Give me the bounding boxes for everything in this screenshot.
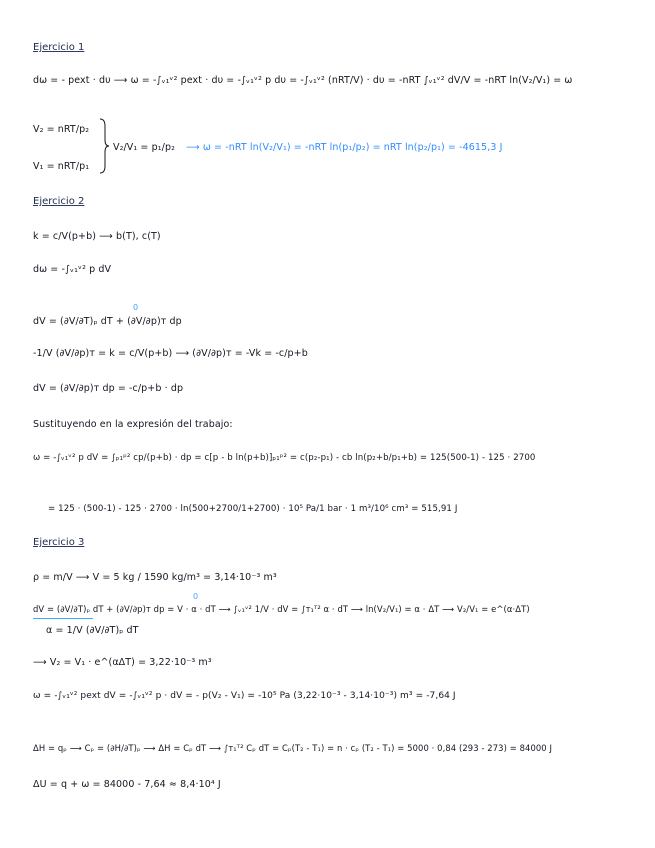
ej3-enthalpy-calculation: ΔH = qₚ ⟶ Cₚ = (∂H/∂T)ₚ ⟶ ΔH = Cₚ dT ⟶ ∫ᴛ₁ᵀ² Cₚ dT = Cₚ(T₂ - T₁) = n · cₚ (T₂ - T₁) = 5000 · 0,84 (293 - 273) = 84000 J bbox=[33, 743, 553, 753]
ej2-zero-mark: 0 bbox=[133, 303, 139, 312]
ej2-compressibility: k = c/V(p+b) ⟶ b(T), c(T) bbox=[33, 231, 161, 242]
heading-ejercicio-1: Ejercicio 1 bbox=[33, 42, 85, 53]
ej3-highlight-underline bbox=[33, 618, 93, 619]
ej3-density-volume: ρ = m/V ⟶ V = 5 kg / 1590 kg/m³ = 3,14·10⁻³ m³ bbox=[33, 572, 277, 583]
ej1-work-equation: dω = - pext · dυ ⟶ ω = -∫ᵥ₁ᵛ² pext · dυ = -∫ᵥ₁ᵛ² p dυ = -∫ᵥ₁ᵛ² (nRT/V) · dυ = -nRT ∫ᵥ₁ᵛ² dV/V = -nRT ln(V₂/V₁) = ω bbox=[33, 75, 573, 86]
ej3-volume-differential: dV = (∂V/∂T)ₚ dT + (∂V/∂p)ᴛ dp = V · α · dT ⟶ ∫ᵥ₁ᵛ² 1/V · dV = ∫ᴛ₁ᵀ² α · dT ⟶ ln(V₂/V₁) = α · ΔT ⟶ V₂/V₁ = e^(α·ΔT) bbox=[33, 604, 530, 614]
ej3-internal-energy: ΔU = q + ω = 84000 - 7,64 ≈ 8,4·10⁴ J bbox=[33, 779, 221, 790]
ej3-zero-mark: 0 bbox=[193, 592, 199, 601]
ej2-work-result: = 125 · (500-1) - 125 · 2700 · ln(500+2700/1+2700) · 10⁵ Pa/1 bar · 1 m³/10⁶ cm³ = 515,91 J bbox=[48, 504, 458, 514]
ej1-v2-definition: V₂ = nRT/p₂ bbox=[33, 124, 90, 135]
ej2-compressibility-relation: -1/V (∂V/∂p)ᴛ = k = c/V(p+b) ⟶ (∂V/∂p)ᴛ = -Vk = -c/p+b bbox=[33, 348, 308, 359]
ej2-substitution-text: Sustituyendo en la expresión del trabajo: bbox=[33, 419, 233, 430]
ej2-total-differential: dV = (∂V/∂T)ₚ dT + (∂V/∂p)ᴛ dp bbox=[33, 316, 182, 327]
ej1-volume-ratio: V₂/V₁ = p₁/p₂ bbox=[113, 142, 175, 153]
ej3-work-calculation: ω = -∫ᵥ₁ᵛ² pext dV = -∫ᵥ₁ᵛ² p · dV = - p(V₂ - V₁) = -10⁵ Pa (3,22·10⁻³ - 3,14·10⁻³) m³ = -7,64 J bbox=[33, 691, 456, 701]
ej1-v1-definition: V₁ = nRT/p₁ bbox=[33, 161, 90, 172]
ej2-work-integral: dω = -∫ᵥ₁ᵛ² p dV bbox=[33, 264, 112, 275]
heading-ejercicio-3: Ejercicio 3 bbox=[33, 537, 85, 548]
ej1-work-result-text: ⟶ ω = -nRT ln(V₂/V₁) = -nRT ln(p₁/p₂) = nRT ln(p₂/p₁) = -4615,3 J bbox=[186, 142, 503, 153]
ej2-work-calculation: ω = -∫ᵥ₁ᵛ² p dV = ∫ₚ₁ᵖ² cp/(p+b) · dp = c[p - b ln(p+b)]ₚ₁ᵖ² = c(p₂-p₁) - cb ln(p₂+b/p₁+b) = 125(500-1) - 125 · 2700 bbox=[33, 453, 536, 463]
ej3-alpha-definition: α = 1/V (∂V/∂T)ₚ dT bbox=[46, 625, 139, 636]
ej3-final-volume: ⟶ V₂ = V₁ · e^(αΔT) = 3,22·10⁻³ m³ bbox=[33, 657, 212, 668]
curly-brace-icon bbox=[98, 118, 110, 174]
ej2-dv-expression: dV = (∂V/∂p)ᴛ dp = -c/p+b · dp bbox=[33, 383, 184, 394]
ej1-work-result bbox=[186, 141, 503, 154]
heading-ejercicio-2: Ejercicio 2 bbox=[33, 196, 85, 207]
